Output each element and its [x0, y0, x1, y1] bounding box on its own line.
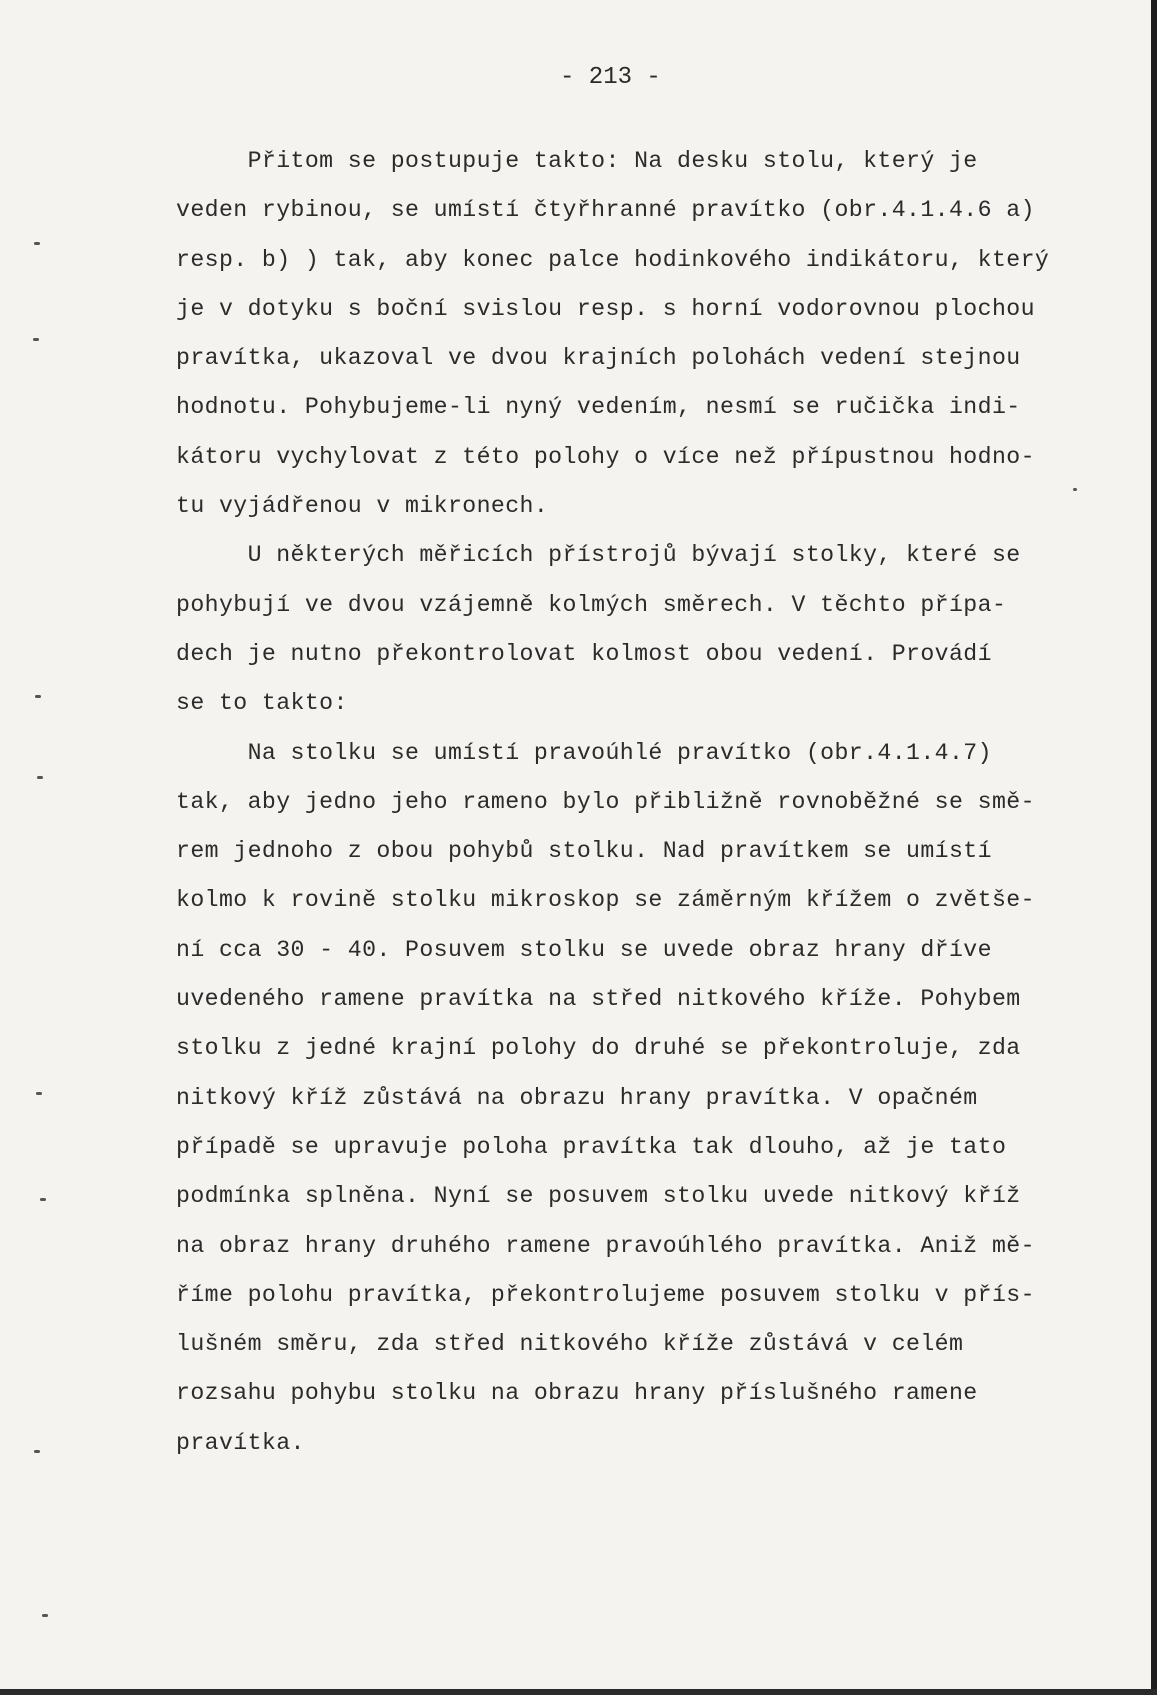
text-line: rozsahu pohybu stolku na obrazu hrany příslušného ramene — [176, 1380, 978, 1407]
scan-speck — [33, 338, 39, 341]
text-line: se to takto: — [176, 690, 348, 717]
text-line: říme polohu pravítka, překontrolujeme posuvem stolku v přís- — [176, 1281, 1035, 1308]
text-line: hodnotu. Pohybujeme-li nyný vedením, nesmí se ručička indi- — [176, 394, 1021, 421]
text-line: Přitom se postupuje takto: Na desku stolu, který je — [176, 148, 978, 174]
text-line: pravítka. — [176, 1429, 305, 1456]
text-line: veden rybinou, se umístí čtyřhranné pravítko (obr.4.1.4.6 a) — [176, 197, 1035, 224]
text-line: případě se upravuje poloha pravítka tak dlouho, až je tato — [176, 1133, 1007, 1160]
page-number: - 213 - — [560, 64, 661, 91]
text-line: uvedeného ramene pravítka na střed nitkového kříže. Pohybem — [176, 986, 1021, 1013]
scan-speck — [35, 695, 41, 698]
text-line: rem jednoho z obou pohybů stolku. Nad pravítkem se umístí — [176, 838, 992, 865]
scan-speck — [37, 776, 43, 779]
text-line: tak, aby jedno jeho rameno bylo přibližně rovnoběžné se smě- — [176, 788, 1035, 815]
scan-speck — [34, 1450, 40, 1453]
text-line: lušném směru, zda střed nitkového kříže zůstává v celém — [176, 1331, 964, 1358]
text-line: kolmo k rovině stolku mikroskop se záměrným křížem o zvětše- — [176, 887, 1035, 914]
scan-speck — [42, 1614, 48, 1617]
scan-speck — [1073, 488, 1077, 491]
text-line: podmínka splněna. Nyní se posuvem stolku uvede nitkový kříž — [176, 1183, 1021, 1210]
scan-edge — [0, 1689, 1157, 1695]
scan-speck — [40, 1198, 46, 1201]
text-line: U některých měřicích přístrojů bývají stolky, které se — [176, 542, 1021, 569]
text-line: Na stolku se umístí pravoúhlé pravítko (obr.4.1.4.7) — [176, 739, 992, 766]
text-line: pohybují ve dvou vzájemně kolmých směrech. V těchto přípa- — [176, 591, 1007, 618]
scan-speck — [34, 242, 40, 245]
text-line: resp. b) ) tak, aby konec palce hodinkového indikátoru, který — [176, 246, 1050, 273]
text-line: dech je nutno překontrolovat kolmost obou vedení. Provádí — [176, 640, 992, 667]
scan-speck — [36, 1092, 42, 1095]
text-line: kátoru vychylovat z této polohy o více než přípustnou hodno- — [176, 443, 1035, 470]
text-line: na obraz hrany druhého ramene pravoúhlého pravítka. Aniž mě- — [176, 1232, 1035, 1259]
scan-edge — [1151, 0, 1157, 1695]
text-line: tu vyjádřenou v mikronech. — [176, 493, 549, 520]
text-line: stolku z jedné krajní polohy do druhé se překontroluje, zda — [176, 1035, 1021, 1062]
text-line: je v dotyku s boční svislou resp. s horní vodorovnou plochou — [176, 295, 1035, 322]
text-line: pravítka, ukazoval ve dvou krajních polohách vedení stejnou — [176, 345, 1021, 372]
text-line: nitkový kříž zůstává na obrazu hrany pravítka. V opačném — [176, 1084, 978, 1111]
body-text — [176, 137, 1116, 1468]
text-line: ní cca 30 - 40. Posuvem stolku se uvede obraz hrany dříve — [176, 936, 992, 963]
